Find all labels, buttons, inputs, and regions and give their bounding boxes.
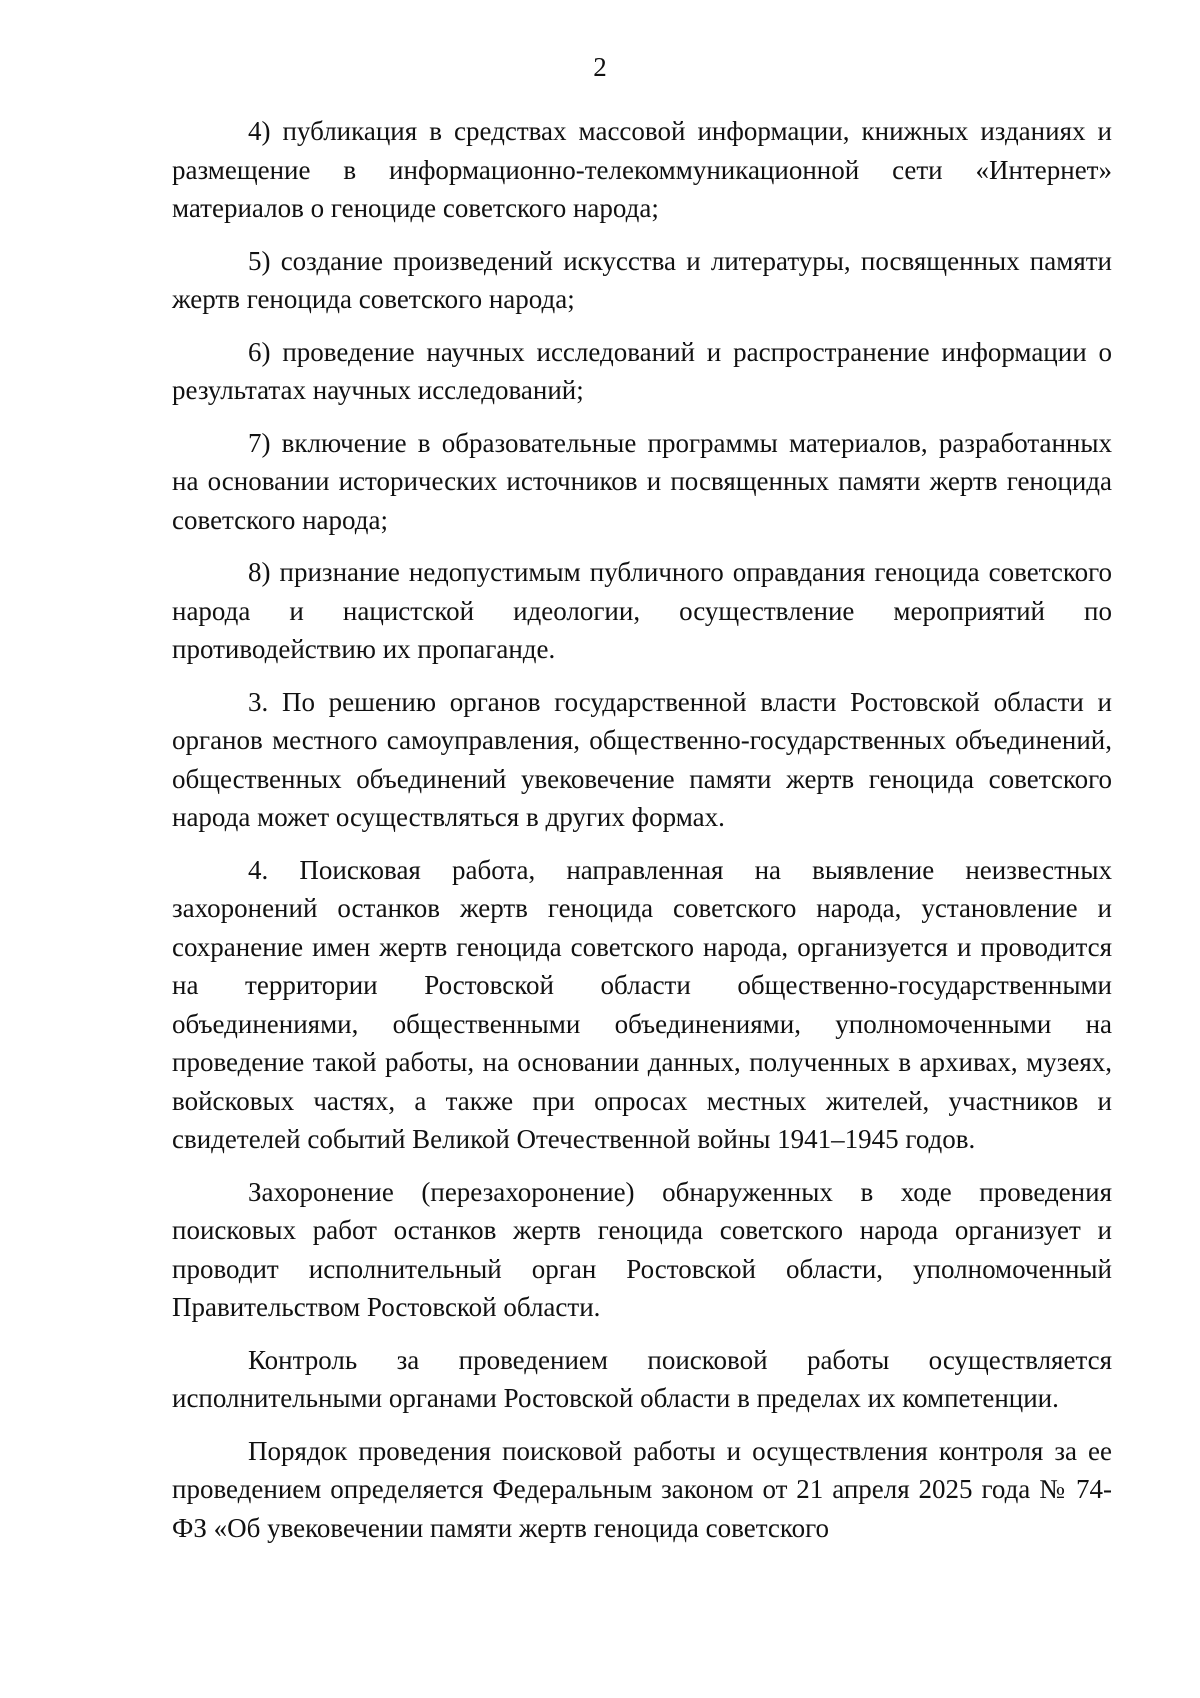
document-body (172, 112, 1112, 1547)
paragraph-control: Контроль за проведением поисковой работы осуществляется исполнительными органами Ростовской области в пределах их компетенции. (172, 1344, 1112, 1413)
paragraph-item-5: 5) создание произведений искусства и литературы, посвященных памяти жертв геноцида советского народа; (172, 245, 1112, 314)
paragraph-item-7: 7) включение в образовательные программы материалов, разработанных на основании исторических источников и посвященных памяти жертв геноцида советского народа; (172, 427, 1112, 535)
paragraph-item-6: 6) проведение научных исследований и распространение информации о результатах научных исследований; (172, 336, 1112, 405)
paragraph-item-8: 8) признание недопустимым публичного оправдания геноцида советского народа и нацистской идеологии, осуществление мероприятий по противодействию их пропаганде. (172, 557, 1112, 664)
paragraph-section-3: 3. По решению органов государственной власти Ростовской области и органов местного самоуправления, общественно-государственных объединений, общественных объединений увековечение памяти жертв геноцида советского народа может осуществляться в других формах. (172, 686, 1112, 832)
paragraph-procedure: Порядок проведения поисковой работы и осуществления контроля за ее проведением определяется Федеральным законом от 21 апреля 2025 года № 74-ФЗ «Об увековечении памяти жертв геноцида советского (172, 1435, 1112, 1543)
page-number: 2 (593, 52, 607, 82)
paragraph-reburial: Захоронение (перезахоронение) обнаруженных в ходе проведения поисковых работ останков жертв геноцида советского народа организует и проводит исполнительный орган Ростовской области, уполномоченный Правительством Ростовской области. (172, 1176, 1112, 1322)
paragraph-item-4: 4) публикация в средствах массовой информации, книжных изданиях и размещение в информационно-телекоммуникационной сети «Интернет» материалов о геноциде советского народа; (172, 116, 1112, 223)
paragraph-section-4: 4. Поисковая работа, направленная на выявление неизвестных захоронений останков жертв геноцида советского народа, установление и сохранение имен жертв геноцида советского народа, организуется и проводится на территории Ростовской области общественно-государственными объединениями, общественными объединениями, уполномоченными на проведение такой работы, на основании данных, полученных в архивах, музеях, войсковых частях, а также при опросах местных жителей, участников и свидетелей событий Великой Отечественной войны 1941–1945 годов. (172, 854, 1112, 1154)
